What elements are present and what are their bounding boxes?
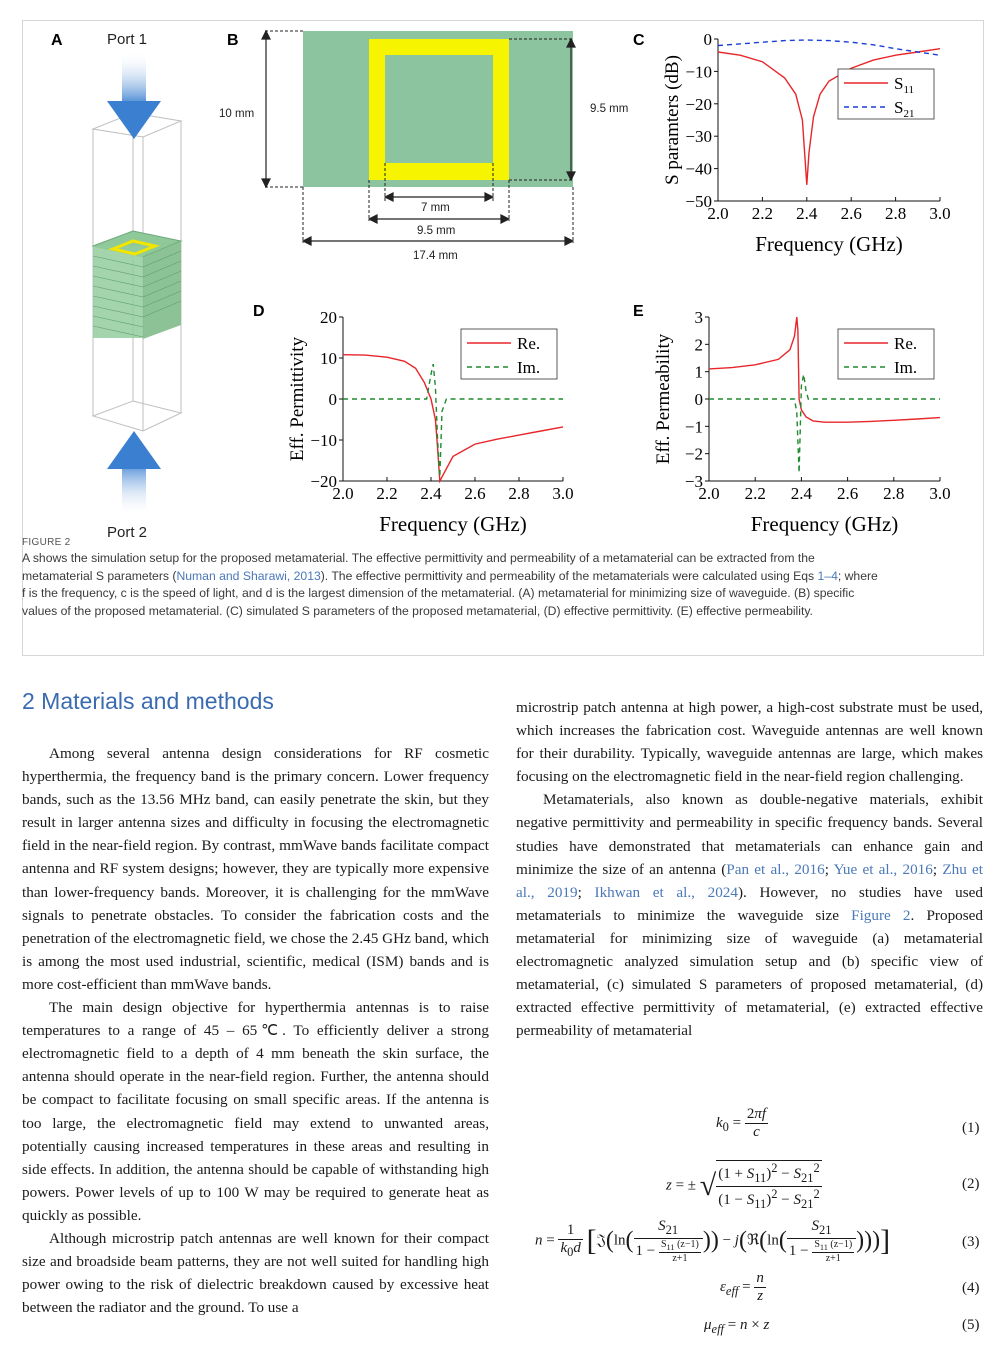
x-tick-label: 2.8 (883, 484, 905, 503)
x-tick-label: 3.0 (929, 484, 951, 503)
x-tick-label: 3.0 (552, 484, 574, 503)
right-p2-text-a: Metamaterials, also known as double-negative materials, exhibit negative permittivity and permeability in specific frequency bands. Several studies have demonstrated that metamaterials can enhance gain and minimize the size of an antenna ( (516, 791, 983, 878)
x-tick-label: 2.2 (376, 484, 398, 503)
equation-3-number: (3) (962, 1234, 980, 1250)
caption-line-2a: metamaterial S parameters ( (22, 568, 177, 583)
section-title: 2 Materials and methods (22, 688, 274, 714)
equation-4-number: (4) (962, 1280, 980, 1296)
y-tick-label: 0 (328, 390, 337, 409)
figure-label: FIGURE 2 (22, 537, 71, 548)
caption-line-2c: ; where (837, 568, 878, 583)
x-tick-label: 2.2 (751, 204, 774, 223)
equation-1: $k_0$ = $\frac{2\pi f}{c}$ (716, 1106, 767, 1140)
chart-eff-permittivity (287, 308, 574, 536)
x-tick-label: 2.4 (790, 484, 813, 503)
panel-a (51, 31, 181, 541)
equation-2: z = ± √ $\frac{(1 + S_{11})^2 - S_{21}^2}{(1 - S_{11})^2 - S_{21}^2}$ (666, 1161, 820, 1211)
legend-label: Re. (894, 334, 918, 353)
equation-3: n = $\frac{1}{k_0d}$ [𝔍(ln( $S_{21}$ 1 − $\frac{S_{11} (z-1)}{z+1}$ )) − j(ℜ(ln( $S_{21}$ 1 − $\frac{S_{11} (z-1)}{z+1}$ )))] (535, 1218, 891, 1264)
dim-inner-height-label: 9.5 mm (590, 103, 629, 115)
right-paragraph-2 (516, 788, 983, 1042)
x-tick-label: 2.0 (698, 484, 720, 503)
x-tick-label: 2.4 (420, 484, 442, 503)
legend-label: $S_{21}$ (894, 98, 915, 120)
sep-2: ; (932, 860, 943, 878)
y-tick-label: −1 (684, 417, 703, 437)
figure-graphics (23, 21, 985, 541)
sep-1: ; (824, 860, 834, 878)
y-tick-label: 2 (694, 335, 703, 355)
x-tick-label: 2.2 (744, 484, 766, 503)
y-tick-label: −20 (310, 472, 337, 491)
y-tick-label: 10 (320, 349, 337, 368)
x-axis-label: Frequency (GHz) (750, 512, 899, 536)
series-line-im (709, 374, 940, 472)
chart-eff-permeability (653, 308, 951, 536)
panel-e-letter: E (633, 303, 644, 320)
panel-b (219, 31, 628, 262)
y-tick-label: −40 (685, 159, 712, 179)
legend-label: $S_{11}$ (894, 74, 915, 96)
y-tick-label: 0 (694, 390, 703, 409)
ref-zhu[interactable]: Zhu et al., 2019 (516, 860, 983, 901)
port2-label: Port 2 (107, 524, 148, 541)
y-tick-label: 3 (694, 308, 703, 327)
dim-ring-width-label: 9.5 mm (417, 225, 456, 237)
x-axis-label: Frequency (GHz) (379, 512, 527, 536)
y-tick-label: −50 (685, 192, 712, 211)
equation-4: $\varepsilon_{eff}$ = $\frac{n}{z}$ (720, 1270, 764, 1304)
sep-3: ; (577, 883, 595, 901)
equation-2-number: (2) (962, 1176, 980, 1192)
legend-label: Re. (517, 334, 541, 353)
panel-c-letter: C (633, 32, 645, 49)
equation-5: $\mu_{eff} = n \times z$ (704, 1317, 770, 1336)
x-tick-label: 2.8 (884, 204, 907, 223)
left-paragraph-1: Among several antenna design considerations for RF cosmetic hyperthermia, the frequency band is the primary concern. Lower frequency bands, such as the 13.56 MHz band, can easily penetrate the skin, but they result in larger antenna sizes and difficulty in focusing the electromagnetic field in the near-field region. By contrast, mmWave bands facilitate compact antenna and RF system designs; however, they are typically more expensive than lower-frequency bands. Moreover, it is challenging for the mmWave signals to penetrate obstacles. To consider the fabrication costs and the penetration of the electromagnetic field, we chose the 2.45 GHz band, which is among the most used industrial, scientific, medical (ISM) bands and is more cost-efficient than mmWave bands. (22, 745, 489, 993)
equation-5-number: (5) (962, 1317, 980, 1333)
y-tick-label: −30 (685, 127, 712, 147)
right-p2-text-c: . Proposed metamaterial for minimizing size of waveguide (a) metamaterial electromagnetic analyzed simulation setup and (b) specific view of metamaterial, (c) simulated S parameters of proposed metamaterial, (d) extracted effective permittivity of metamaterial, (e) extracted effective permeability of metamaterial (516, 906, 983, 1040)
legend-label: Im. (517, 358, 541, 377)
y-tick-label: −3 (684, 472, 703, 491)
left-column (22, 742, 489, 1319)
caption-ref-numan[interactable]: Numan and Sharawi, 2013 (176, 568, 321, 583)
legend-box (838, 329, 934, 379)
dim-total-width-label: 17.4 mm (413, 250, 458, 262)
legend-label: Im. (894, 358, 918, 377)
y-tick-label: −10 (310, 431, 337, 450)
y-axis-label: Eff. Permeability (653, 333, 674, 465)
panel-b-letter: B (227, 32, 239, 49)
x-tick-label: 3.0 (929, 204, 951, 223)
ref-ikhwan[interactable]: Ikhwan et al., 2024 (594, 883, 738, 901)
x-tick-label: 2.6 (840, 204, 862, 223)
plot-area (718, 39, 940, 201)
y-tick-label: −20 (685, 94, 712, 114)
metamaterial-stack (93, 231, 181, 339)
x-tick-label: 2.0 (707, 204, 729, 223)
y-tick-label: −2 (684, 444, 703, 464)
legend-box (838, 69, 934, 119)
x-tick-label: 2.0 (332, 484, 354, 503)
panel-d-letter: D (253, 303, 265, 320)
caption-line-4: values of the proposed metamaterial. (C) simulated S parameters of the proposed metamaterial, (D) effective permittivity. (E) effective permeability. (22, 603, 813, 618)
caption-line-2b: ). The effective permittivity and permeability of the metamaterials were calculated using Eqs (320, 568, 818, 583)
y-axis-label: Eff. Permittivity (287, 336, 308, 462)
right-p2-text-b: ). However, no studies have used metamaterials to minimize the waveguide size (516, 883, 983, 924)
caption-line-3: f is the frequency, c is the speed of light, and d is the largest dimension of the metamaterial. (A) metamaterial for minimizing size of waveguide. (B) specific (22, 586, 855, 600)
x-tick-label: 2.4 (796, 204, 818, 223)
x-tick-label: 2.6 (836, 484, 859, 503)
y-tick-label: 1 (694, 362, 703, 382)
y-tick-label: −10 (685, 62, 712, 82)
dim-inner-width-label: 7 mm (421, 202, 450, 214)
x-axis-label: Frequency (GHz) (755, 232, 903, 256)
port1-label: Port 1 (107, 31, 148, 48)
right-column (516, 696, 983, 1042)
left-paragraph-3: Although microstrip patch antennas are well known for their compact size and broadside beam patterns, they are not well suited for handling high power owing to the risk of dielectric breakdown caused by excessive heat between the radiator and the ground. To use a (22, 1229, 489, 1317)
port1-arrow (107, 51, 161, 139)
figure-caption (22, 536, 942, 620)
y-axis-label: S paramters (dB) (662, 55, 683, 185)
port2-arrow (107, 431, 161, 516)
x-tick-label: 2.6 (464, 484, 486, 503)
caption-line-1: A shows the simulation setup for the proposed metamaterial. The effective permittivity and permeability of a metamaterial can be extracted from the (22, 551, 815, 565)
right-paragraph-1: microstrip patch antenna at high power, a high-cost substrate must be used, which increases the fabrication cost. Waveguide antennas are well known for their durability. Typically, waveguide antennas are large, which makes focusing on the electromagnetic field in the near-field region challenging. (516, 699, 983, 786)
x-tick-label: 2.8 (508, 484, 530, 503)
ref-yue[interactable]: Yue et al., 2016 (833, 860, 933, 878)
ref-figure-2[interactable]: Figure 2 (851, 906, 911, 924)
panel-a-letter: A (51, 32, 63, 49)
dim-height-label: 10 mm (219, 108, 255, 120)
legend-box (461, 329, 557, 379)
left-paragraph-2: The main design objective for hyperthermia antennas is to raise temperatures to a range of 45 – 65℃. To efficiently deliver a strong electromagnetic field to a depth of 4 mm beneath the skin surface, the antenna should operate in the near-field region. Further, the antenna should be compact to facilitate focusing on small specific areas. If the antenna is too large, the electromagnetic field may extend to unwanted areas, potentially causing increased temperatures in these areas and resulting in side effects. In addition, the antenna should be capable of withstanding high powers. Power levels of up to 100 W may be required to generate heat as quickly as possible. (22, 999, 489, 1224)
series-line-im (343, 364, 563, 477)
chart-s-parameters (662, 30, 951, 256)
ref-pan[interactable]: Pan et al., 2016 (726, 860, 825, 878)
equation-1-number: (1) (962, 1120, 980, 1136)
y-tick-label: 0 (703, 30, 712, 49)
caption-ref-eqs[interactable]: 1–4 (817, 568, 838, 583)
y-tick-label: 20 (320, 308, 337, 327)
